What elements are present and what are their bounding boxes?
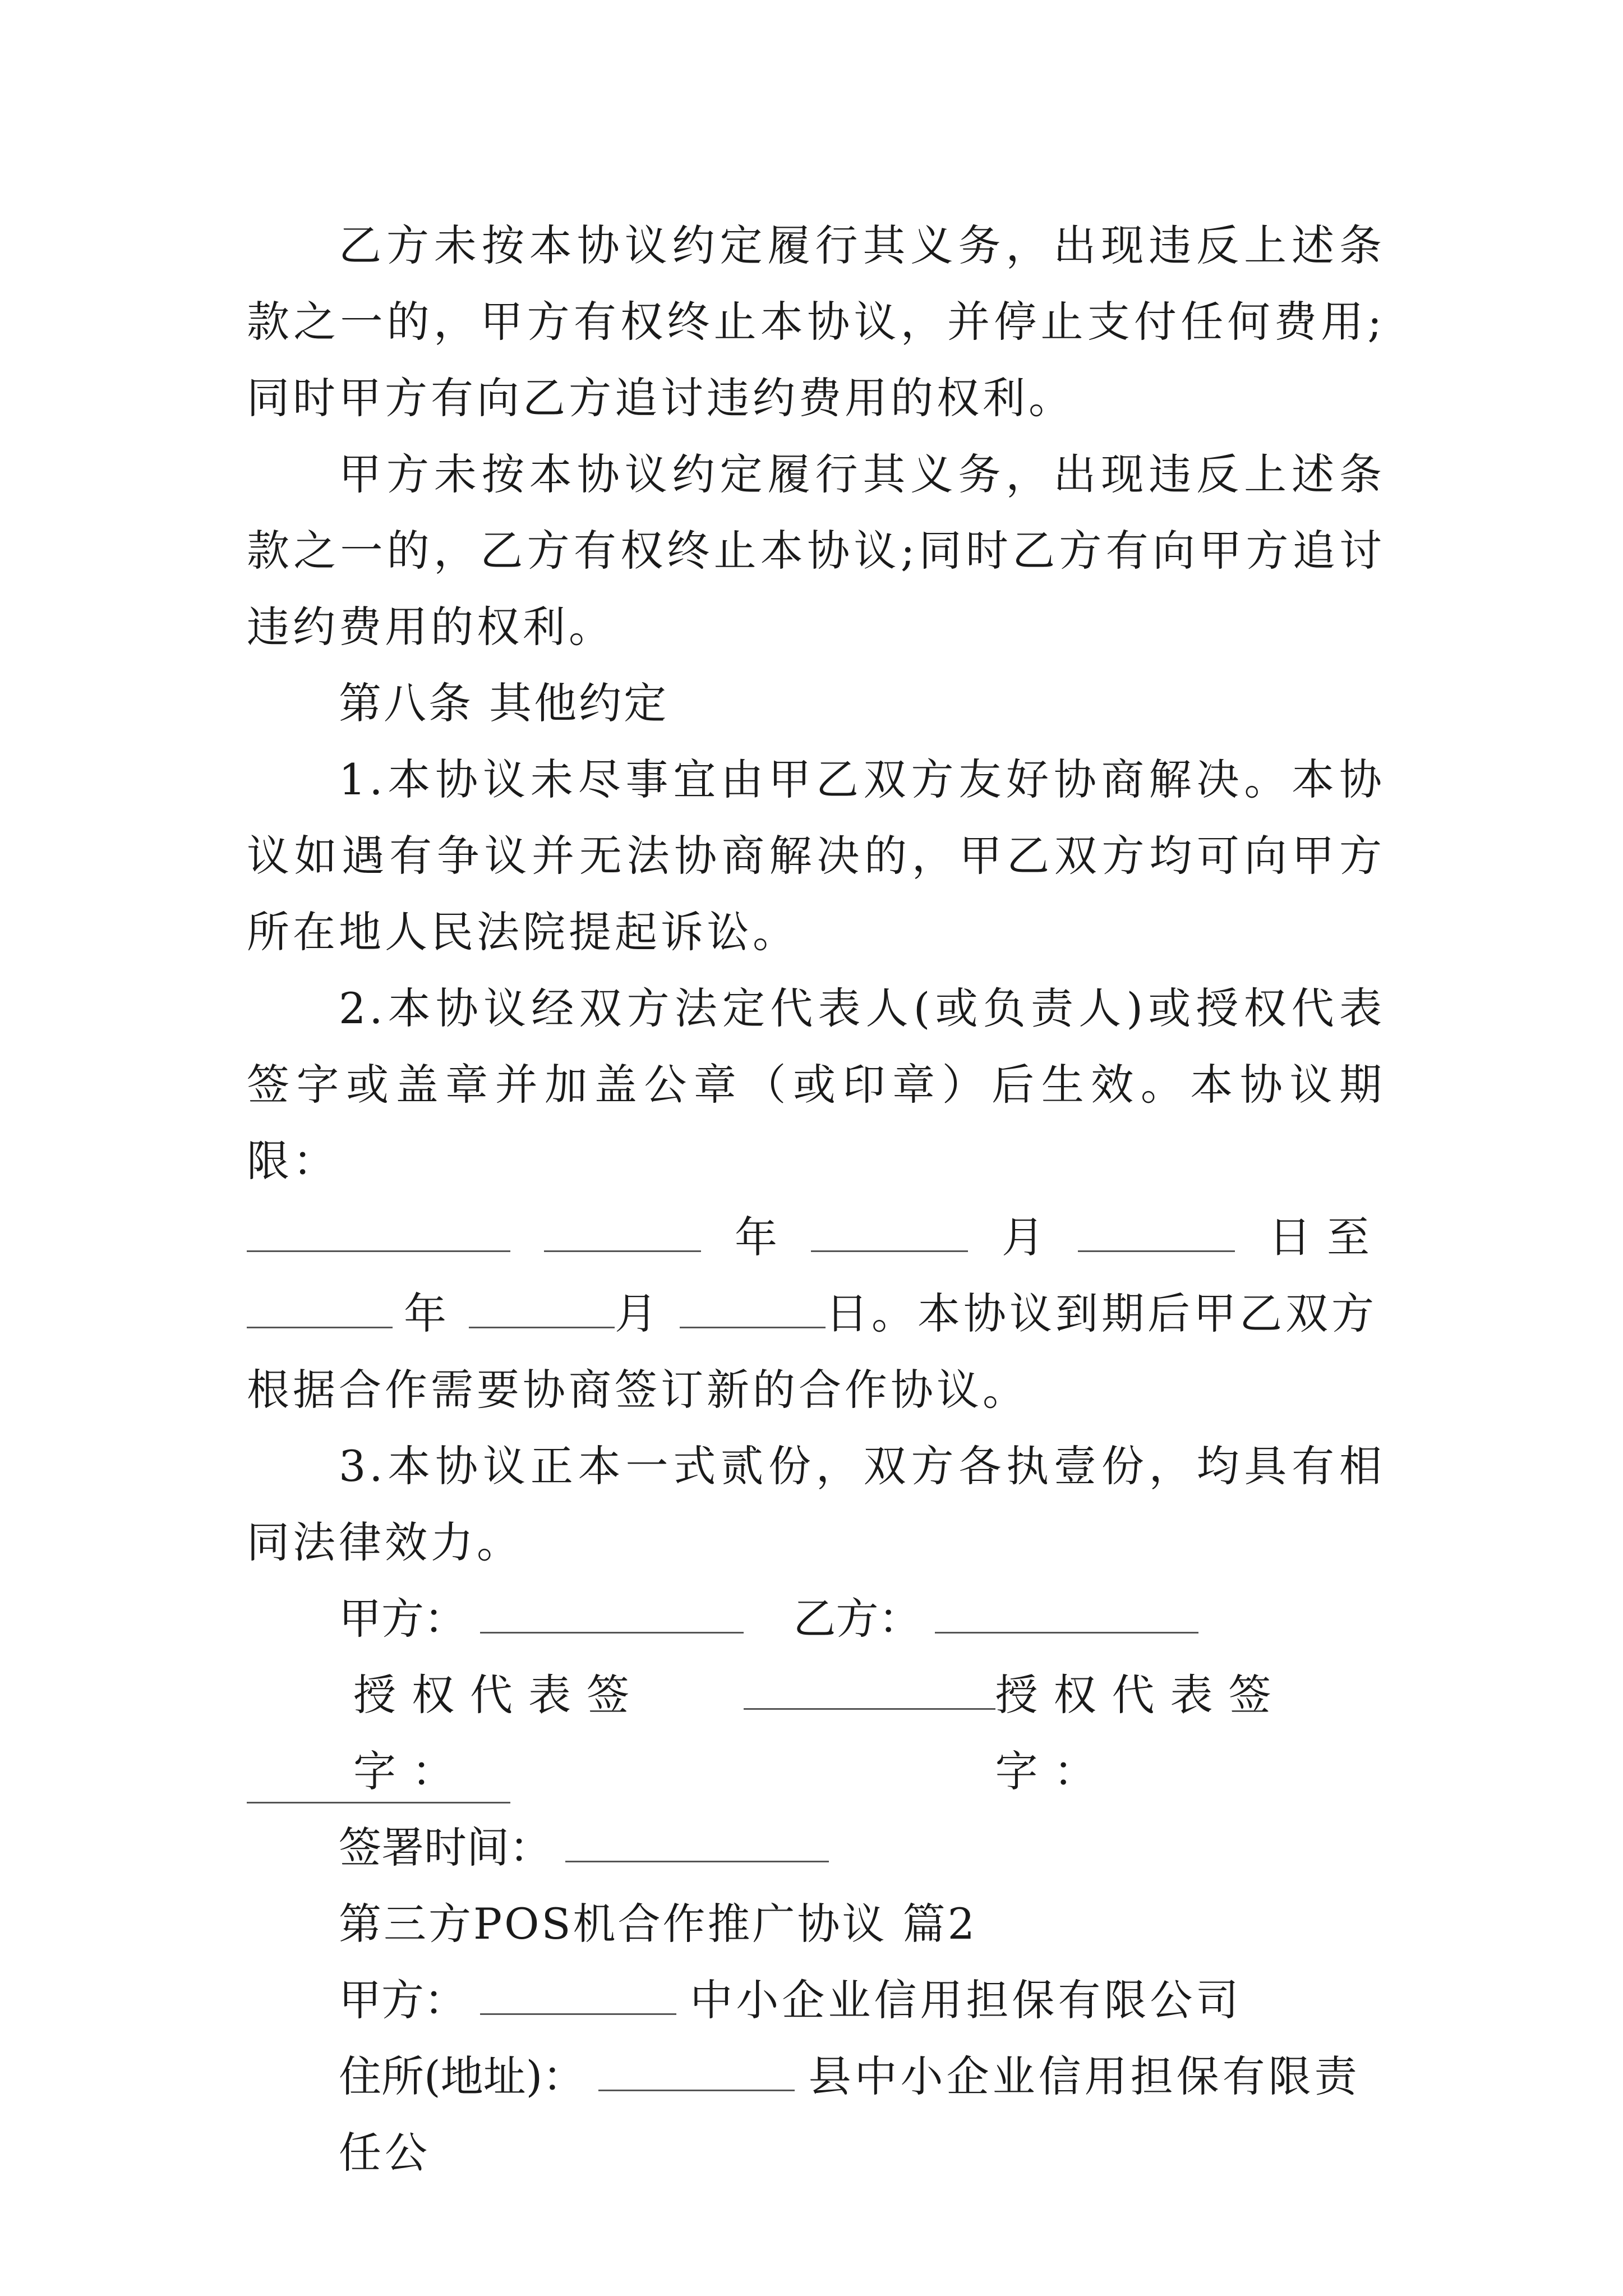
term-end-month-label: 月 <box>615 1289 657 1338</box>
agreement-2-party-a-label: 甲方： <box>339 1975 467 2025</box>
term-start-year-label: 年 <box>735 1212 777 1262</box>
term-start-month-label: 月 <box>1002 1212 1044 1262</box>
term-start-day-blank[interactable] <box>1078 1217 1235 1252</box>
term-start-day-label: 日至 <box>1269 1212 1385 1262</box>
term-end-year-label: 年 <box>404 1289 446 1338</box>
authorized-signature-row <box>247 1657 1385 1796</box>
auth-sign-label-a: 授权代表签字： <box>353 1670 645 1796</box>
term-end-date-row <box>247 1276 1385 1352</box>
sign-time-blank[interactable] <box>565 1827 829 1862</box>
document-body <box>247 208 1385 2178</box>
party-a-blank[interactable] <box>480 1598 744 1634</box>
clause-2-ending: 根据合作需要协商签订新的合作协议。 <box>247 1365 1029 1415</box>
agreement-2-address-value: 县中小企业信用担保有限责任公 <box>339 2051 1361 2178</box>
paragraph-breach-party-a: 甲方未按本协议约定履行其义务，出现违反上述条款之一的，乙方有权终止本协议;同时乙方有向甲方追讨违约费用的权利。 <box>247 449 1385 652</box>
agreement-2-title: 第三方POS机合作推广协议 篇2 <box>339 1899 978 1949</box>
auth-sign-blank-a[interactable] <box>744 1674 995 1710</box>
auth-sign-label-b: 授权代表签字： <box>995 1670 1287 1796</box>
agreement-2-party-a-row <box>247 1962 1385 2039</box>
term-blank-prefix[interactable] <box>247 1217 510 1252</box>
agreement-2-party-a-blank[interactable] <box>480 1980 676 2015</box>
clause-2-intro: 2.本协议经双方法定代表人(或负责人)或授权代表签字或盖章并加盖公章（或印章）后生效。本协议期限： <box>247 983 1385 1186</box>
term-start-date-row <box>247 1199 1385 1276</box>
party-b-label: 乙方： <box>793 1594 921 1644</box>
term-start-year-blank[interactable] <box>544 1217 701 1252</box>
clause-3: 3.本协议正本一式贰份，双方各执壹份，均具有相同法律效力。 <box>247 1441 1385 1567</box>
article-8-title: 第八条 其他约定 <box>339 678 669 728</box>
auth-sign-blank-b[interactable] <box>247 1768 510 1803</box>
agreement-2-address-blank[interactable] <box>598 2056 795 2091</box>
party-b-blank[interactable] <box>935 1598 1198 1634</box>
clause-1: 1.本协议未尽事宜由甲乙双方友好协商解决。本协议如遇有争议并无法协商解决的，甲乙双方均可向甲方所在地人民法院提起诉讼。 <box>247 754 1385 957</box>
sign-time-label: 签署时间： <box>339 1823 552 1872</box>
agreement-2-address-row <box>247 2039 1385 2178</box>
party-names-row <box>247 1581 1385 1657</box>
sign-time-row <box>247 1810 1385 1886</box>
term-start-month-blank[interactable] <box>811 1217 968 1252</box>
auth-sign-blank-b-row <box>247 1733 1385 1810</box>
term-end-day-text: 日。本协议到期后甲乙双方 <box>826 1289 1377 1338</box>
agreement-2-address-label: 住所(地址)： <box>339 2051 585 2101</box>
party-a-label: 甲方： <box>339 1594 467 1644</box>
term-end-month-blank[interactable] <box>469 1293 615 1328</box>
paragraph-breach-party-b: 乙方未按本协议约定履行其义务，出现违反上述条款之一的，甲方有权终止本协议，并停止支付任何费用;同时甲方有向乙方追讨违约费用的权利。 <box>247 220 1385 423</box>
term-end-year-blank[interactable] <box>247 1293 393 1328</box>
term-end-day-blank[interactable] <box>680 1293 826 1328</box>
agreement-2-party-a-name: 中小企业信用担保有限公司 <box>690 1975 1242 2025</box>
